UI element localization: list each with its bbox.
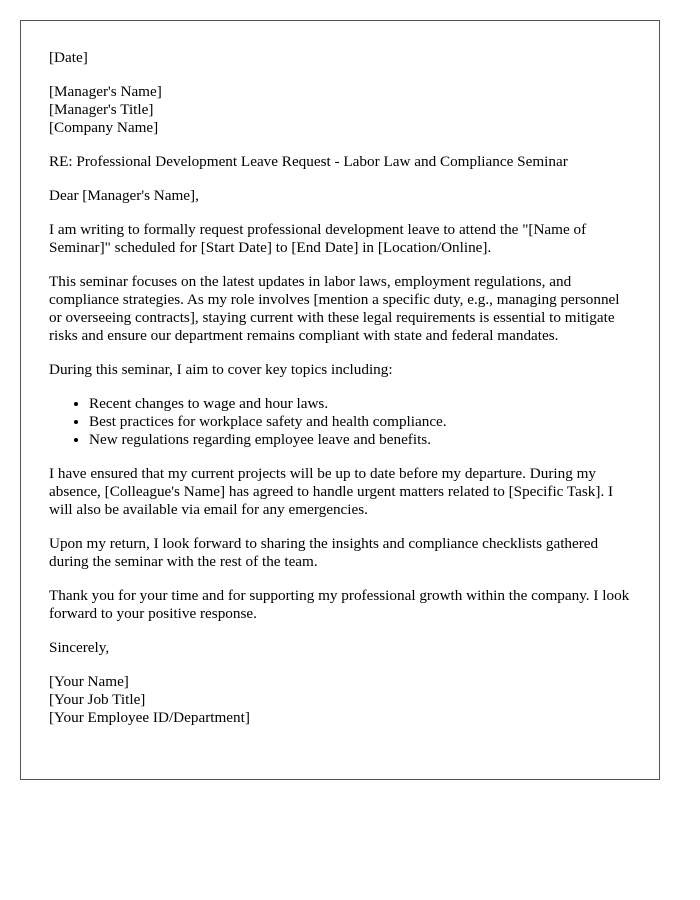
body-paragraph-return: Upon my return, I look forward to sharing the insights and compliance checklists gathered during the seminar with the rest of the team.: [49, 535, 599, 570]
signature-block: [49, 673, 631, 727]
signature-employee-id: [Your Employee ID/Department]: [49, 709, 250, 726]
list-item: • New regulations regarding employee leave and benefits.: [89, 431, 631, 449]
topics-list: [49, 395, 631, 449]
subject-line: RE: Professional Development Leave Request - Labor Law and Compliance Seminar: [49, 153, 568, 170]
list-item: • Recent changes to wage and hour laws.: [89, 395, 631, 413]
recipient-block: [49, 83, 631, 137]
recipient-name: [Manager's Name]: [49, 83, 162, 100]
recipient-title: [Manager's Title]: [49, 101, 154, 118]
salutation: Dear [Manager's Name],: [49, 187, 199, 204]
body-paragraph-coverage: I have ensured that my current projects will be up to date before my departure. During my absence, [Colleague's Name] has agreed to handle urgent matters related to [Specific Task]. I will also be available via email for any emergencies.: [49, 465, 614, 518]
letter-page: [20, 20, 660, 780]
letter-date: [Date]: [49, 49, 88, 66]
body-paragraph-topics-intro: During this seminar, I aim to cover key topics including:: [49, 361, 393, 378]
signature-name: [Your Name]: [49, 673, 129, 690]
recipient-company: [Company Name]: [49, 119, 159, 136]
signoff: Sincerely,: [49, 639, 110, 656]
body-paragraph-thanks: Thank you for your time and for supporting my professional growth within the company. I look forward to your positive response.: [49, 587, 630, 622]
list-item: • Best practices for workplace safety and health compliance.: [89, 413, 631, 431]
signature-job-title: [Your Job Title]: [49, 691, 146, 708]
body-paragraph-intro: I am writing to formally request professional development leave to attend the "[Name of Seminar]" scheduled for [Start Date] to [End Date] in [Location/Online].: [49, 221, 587, 256]
body-paragraph-purpose: This seminar focuses on the latest updates in labor laws, employment regulations, and compliance strategies. As my role involves [mention a specific duty, e.g., managing personnel or overseeing contracts], staying current with these legal requirements is essential to mitigate risks and ensure our department remains compliant with state and federal mandates.: [49, 273, 620, 344]
